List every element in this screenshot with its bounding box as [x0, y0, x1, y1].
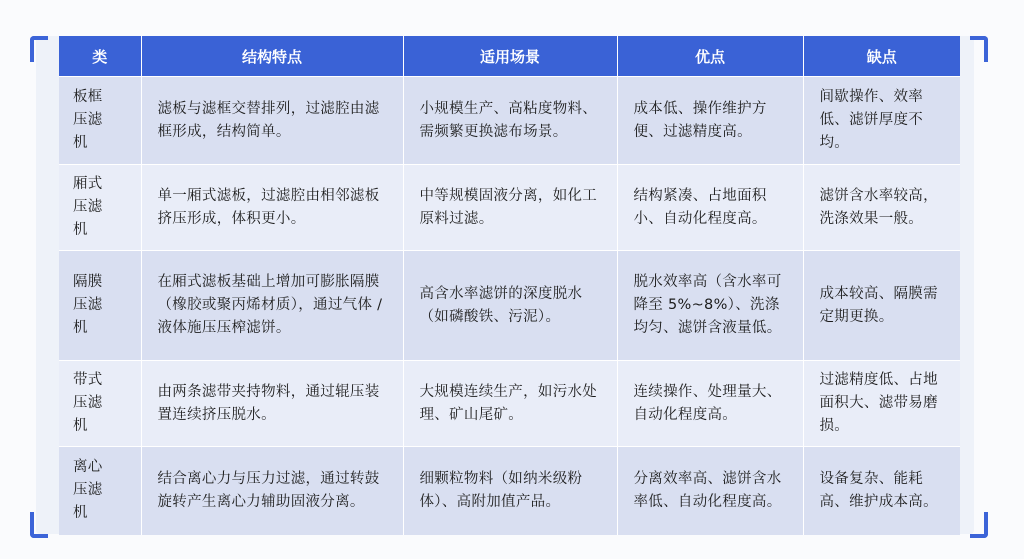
cell-scenario: 大规模连续生产，如污水处理、矿山尾矿。	[403, 361, 617, 447]
filter-press-comparison-table	[59, 36, 960, 535]
type-label: 带式压滤机	[73, 372, 103, 434]
cell-scenario: 细颗粒物料（如纳米级粉体）、高附加值产品。	[403, 447, 617, 535]
cell-pros: 脱水效率高（含水率可降至 5%~8%）、洗涤均匀、滤饼含液量低。	[617, 251, 803, 361]
header-type: 类	[59, 36, 141, 77]
header-cons: 缺点	[803, 36, 960, 77]
header-pros: 优点	[617, 36, 803, 77]
table-row	[59, 361, 960, 447]
cell-structure: 结合离心力与压力过滤，通过转鼓旋转产生离心力辅助固液分离。	[141, 447, 403, 535]
cell-scenario: 中等规模固液分离，如化工原料过滤。	[403, 165, 617, 251]
cell-type	[59, 77, 141, 165]
cell-cons: 滤饼含水率较高，洗涤效果一般。	[803, 165, 960, 251]
cell-type	[59, 251, 141, 361]
cell-cons: 设备复杂、能耗高、维护成本高。	[803, 447, 960, 535]
table-row	[59, 251, 960, 361]
table-header-row	[59, 36, 960, 77]
cell-structure: 由两条滤带夹持物料，通过辊压装置连续挤压脱水。	[141, 361, 403, 447]
table-row	[59, 447, 960, 535]
cell-pros: 成本低、操作维护方便、过滤精度高。	[617, 77, 803, 165]
cell-structure: 在厢式滤板基础上增加可膨胀隔膜（橡胶或聚丙烯材质），通过气体 / 液体施压压榨滤饼。	[141, 251, 403, 361]
corner-bracket-top-right	[970, 36, 988, 62]
cell-cons: 间歇操作、效率低、滤饼厚度不均。	[803, 77, 960, 165]
type-label: 隔膜压滤机	[73, 274, 103, 336]
cell-type	[59, 447, 141, 535]
cell-pros: 分离效率高、滤饼含水率低、自动化程度高。	[617, 447, 803, 535]
cell-pros: 结构紧凑、占地面积小、自动化程度高。	[617, 165, 803, 251]
type-label: 厢式压滤机	[73, 176, 103, 238]
cell-scenario: 高含水率滤饼的深度脱水（如磷酸铁、污泥）。	[403, 251, 617, 361]
cell-type	[59, 165, 141, 251]
cell-structure: 滤板与滤框交替排列，过滤腔由滤框形成，结构简单。	[141, 77, 403, 165]
cell-pros: 连续操作、处理量大、自动化程度高。	[617, 361, 803, 447]
corner-bracket-top-left	[30, 36, 48, 62]
cell-structure: 单一厢式滤板，过滤腔由相邻滤板挤压形成，体积更小。	[141, 165, 403, 251]
header-scenario: 适用场景	[403, 36, 617, 77]
cell-cons: 成本较高、隔膜需定期更换。	[803, 251, 960, 361]
corner-bracket-bottom-left	[30, 512, 48, 538]
corner-bracket-bottom-right	[970, 512, 988, 538]
type-label: 离心压滤机	[73, 459, 103, 522]
cell-cons: 过滤精度低、占地面积大、滤带易磨损。	[803, 361, 960, 447]
table-row	[59, 165, 960, 251]
type-label: 板框压滤机	[73, 89, 103, 151]
header-structure: 结构特点	[141, 36, 403, 77]
cell-type	[59, 361, 141, 447]
cell-scenario: 小规模生产、高粘度物料、需频繁更换滤布场景。	[403, 77, 617, 165]
table-row	[59, 77, 960, 165]
